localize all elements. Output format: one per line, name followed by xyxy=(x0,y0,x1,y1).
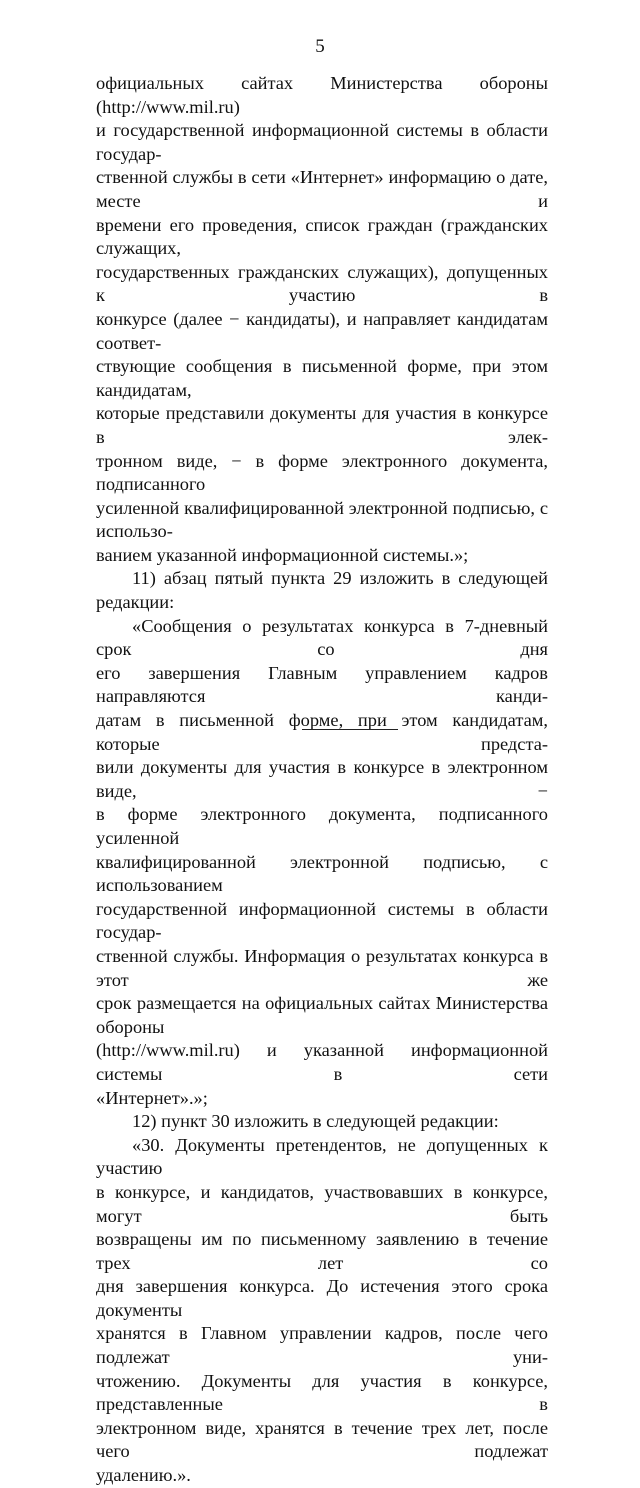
text-line: (http://www.mil.ru) и указанной информационной системы в сети xyxy=(96,1040,548,1084)
text-line: ствующие сообщения в письменной форме, при этом кандидатам, xyxy=(96,356,548,400)
text-line: электронном виде, хранятся в течение трех лет, после чего подлежат xyxy=(96,1417,548,1462)
text-line: конкурсе (далее − кандидаты), и направляет кандидатам соответ- xyxy=(96,308,548,353)
text-line: «Сообщения о результатах конкурса в 7-дневный срок со дня xyxy=(96,615,548,660)
document-body xyxy=(96,72,548,1488)
text-line: государственных гражданских служащих), допущенных к участию в xyxy=(96,261,548,306)
text-line: его завершения Главным управлением кадров направляются канди- xyxy=(96,662,548,707)
text-line: 11) абзац пятый пункта 29 изложить в следующей редакции: xyxy=(96,568,548,613)
text-line: государственной информационной системы в области государ- xyxy=(96,898,548,943)
text-line: квалифицированной электронной подписью, с использованием xyxy=(96,851,548,896)
text-line: в конкурсе, и кандидатов, участвовавших в конкурсе, могут быть xyxy=(96,1181,548,1226)
text-line: усиленной квалифицированной электронной подписью, с использо- xyxy=(96,497,548,542)
text-line: и государственной информационной системы в области государ- xyxy=(96,120,548,164)
text-line: в форме электронного документа, подписанного усиленной xyxy=(96,804,548,848)
text-line: хранятся в Главном управлении кадров, после чего подлежат уни- xyxy=(96,1323,548,1368)
end-separator-line xyxy=(302,729,398,730)
text-line: датам в письменной форме, при этом кандидатам, которые предста- xyxy=(96,710,548,754)
text-line: срок размещается на официальных сайтах Министерства обороны xyxy=(96,993,548,1037)
text-line: тронном виде, − в форме электронного документа, подписанного xyxy=(96,450,548,495)
text-line: вили документы для участия в конкурсе в электронном виде, − xyxy=(96,757,548,801)
text-line: возвращены им по письменному заявлению в течение трех лет со xyxy=(96,1229,548,1273)
text-line: ванием указанной информационной системы.»; xyxy=(96,544,469,565)
text-line: ственной службы. Информация о результатах конкурса в этот же xyxy=(96,945,548,990)
text-line: времени его проведения, список граждан (гражданских служащих, xyxy=(96,214,548,259)
text-line: ственной службы в сети «Интернет» информацию о дате, месте и xyxy=(96,167,548,211)
text-line: которые представили документы для участия в конкурсе в элек- xyxy=(96,403,548,447)
text-line: «30. Документы претендентов, не допущенных к участию xyxy=(96,1134,548,1179)
text-line: официальных сайтах Министерства обороны (http://www.mil.ru) xyxy=(96,73,548,117)
text-line: чтожению. Документы для участия в конкурсе, представленные в xyxy=(96,1370,548,1415)
text-line: дня завершения конкурса. До истечения этого срока документы xyxy=(96,1276,548,1320)
text-line: удалению.». xyxy=(96,1465,191,1486)
page-number: 5 xyxy=(315,36,325,57)
text-line: «Интернет».»; xyxy=(96,1087,208,1108)
text-line: 12) пункт 30 изложить в следующей редакции: xyxy=(132,1111,499,1132)
